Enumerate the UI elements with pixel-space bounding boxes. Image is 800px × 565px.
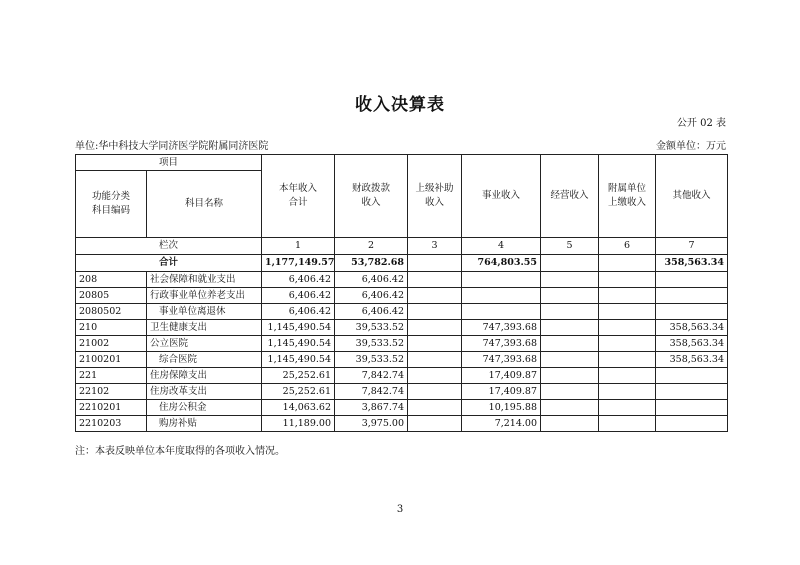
cell-other: 358,563.34: [656, 336, 728, 352]
cell-code: 2080502: [76, 304, 147, 320]
cell-operating: [541, 255, 599, 272]
cell-total: 25,252.61: [262, 384, 335, 400]
col-num: 3: [408, 238, 462, 255]
header-subject-name: 科目名称: [147, 171, 262, 238]
cell-name: 事业单位离退休: [147, 304, 262, 320]
table-row: [76, 352, 728, 368]
cell-name: 社会保障和就业支出: [147, 272, 262, 288]
cell-business: 747,393.68: [462, 352, 541, 368]
cell-affiliated: [599, 368, 656, 384]
cell-business: 17,409.87: [462, 384, 541, 400]
cell-name: 住房保障支出: [147, 368, 262, 384]
col-number-row: [76, 238, 728, 255]
cell-name: 卫生健康支出: [147, 320, 262, 336]
table-row: [76, 336, 728, 352]
cell-operating: [541, 416, 599, 432]
cell-business: 764,803.55: [462, 255, 541, 272]
table-row: [76, 400, 728, 416]
col-num: 2: [335, 238, 408, 255]
table-row: [76, 368, 728, 384]
col-num: 5: [541, 238, 599, 255]
table-row: [76, 384, 728, 400]
cell-upper: [408, 368, 462, 384]
cell-total: 14,063.62: [262, 400, 335, 416]
table-row: [76, 288, 728, 304]
cell-upper: [408, 304, 462, 320]
table-row: [76, 272, 728, 288]
cell-business: 17,409.87: [462, 368, 541, 384]
cell-other: 358,563.34: [656, 320, 728, 336]
cell-fiscal: 6,406.42: [335, 288, 408, 304]
cell-total: 11,189.00: [262, 416, 335, 432]
cell-fiscal: 6,406.42: [335, 304, 408, 320]
cell-affiliated: [599, 272, 656, 288]
cell-upper: [408, 416, 462, 432]
cell-upper: [408, 320, 462, 336]
page-title: 收入决算表: [355, 95, 445, 115]
cell-upper: [408, 384, 462, 400]
col-num: 1: [262, 238, 335, 255]
cell-code: 208: [76, 272, 147, 288]
cell-name: 行政事业单位养老支出: [147, 288, 262, 304]
cell-upper: [408, 400, 462, 416]
cell-operating: [541, 352, 599, 368]
cell-other: [656, 272, 728, 288]
cell-operating: [541, 336, 599, 352]
cell-affiliated: [599, 320, 656, 336]
reporting-unit: 单位:华中科技大学同济医学院附属同济医院: [75, 141, 269, 152]
cell-fiscal: 7,842.74: [335, 384, 408, 400]
header-operating: 经营收入: [541, 155, 599, 238]
cell-upper: [408, 336, 462, 352]
cell-other: 358,563.34: [656, 352, 728, 368]
cell-affiliated: [599, 384, 656, 400]
cell-business: [462, 272, 541, 288]
cell-other: [656, 368, 728, 384]
cell-total: 6,406.42: [262, 272, 335, 288]
cell-name: 综合医院: [147, 352, 262, 368]
cell-total: 6,406.42: [262, 288, 335, 304]
cell-code: 20805: [76, 288, 147, 304]
cell-operating: [541, 400, 599, 416]
cell-business: 747,393.68: [462, 336, 541, 352]
cell-operating: [541, 320, 599, 336]
cell-operating: [541, 288, 599, 304]
header-fiscal: 财政拨款 收入: [335, 155, 408, 238]
header-upper: 上级补助 收入: [408, 155, 462, 238]
cell-upper: [408, 272, 462, 288]
cell-affiliated: [599, 400, 656, 416]
cell-operating: [541, 368, 599, 384]
cell-total: 1,145,490.54: [262, 336, 335, 352]
cell-business: [462, 304, 541, 320]
cell-affiliated: [599, 336, 656, 352]
cell-fiscal: 3,975.00: [335, 416, 408, 432]
cell-other: 358,563.34: [656, 255, 728, 272]
cell-operating: [541, 304, 599, 320]
total-label: 合计: [76, 255, 262, 272]
cell-other: [656, 304, 728, 320]
cell-fiscal: 39,533.52: [335, 352, 408, 368]
cell-affiliated: [599, 288, 656, 304]
cell-fiscal: 6,406.42: [335, 272, 408, 288]
cell-total: 1,145,490.54: [262, 320, 335, 336]
cell-business: 7,214.00: [462, 416, 541, 432]
cell-code: 210: [76, 320, 147, 336]
col-num: 4: [462, 238, 541, 255]
cell-business: 747,393.68: [462, 320, 541, 336]
cell-name: 购房补贴: [147, 416, 262, 432]
cell-name: 住房公积金: [147, 400, 262, 416]
col-num: 6: [599, 238, 656, 255]
cell-fiscal: 7,842.74: [335, 368, 408, 384]
cell-operating: [541, 272, 599, 288]
cell-code: 2210203: [76, 416, 147, 432]
cell-code: 21002: [76, 336, 147, 352]
col-label: 栏次: [76, 238, 262, 255]
cell-code: 221: [76, 368, 147, 384]
page-number: 3: [396, 504, 404, 515]
header-other: 其他收入: [656, 155, 728, 238]
header-total: 本年收入 合计: [262, 155, 335, 238]
cell-other: [656, 384, 728, 400]
cell-business: [462, 288, 541, 304]
cell-total: 1,145,490.54: [262, 352, 335, 368]
cell-business: 10,195.88: [462, 400, 541, 416]
header-item: 项目: [76, 155, 262, 171]
cell-name: 公立医院: [147, 336, 262, 352]
cell-operating: [541, 384, 599, 400]
cell-code: 22102: [76, 384, 147, 400]
form-number: 公开 02 表: [676, 118, 726, 129]
col-num: 7: [656, 238, 728, 255]
header-func-code: 功能分类 科目编码: [76, 171, 147, 238]
cell-other: [656, 400, 728, 416]
cell-fiscal: 3,867.74: [335, 400, 408, 416]
table-row: [76, 304, 728, 320]
cell-affiliated: [599, 304, 656, 320]
money-unit: 金额单位：万元: [656, 141, 726, 152]
cell-fiscal: 53,782.68: [335, 255, 408, 272]
cell-name: 住房改革支出: [147, 384, 262, 400]
cell-fiscal: 39,533.52: [335, 336, 408, 352]
footnote: 注：本表反映单位本年度取得的各项收入情况。: [75, 446, 285, 457]
cell-fiscal: 39,533.52: [335, 320, 408, 336]
header-business: 事业收入: [462, 155, 541, 238]
cell-total: 6,406.42: [262, 304, 335, 320]
cell-total: 1,177,149.57: [262, 255, 335, 272]
header-affiliated: 附属单位 上缴收入: [599, 155, 656, 238]
cell-affiliated: [599, 352, 656, 368]
cell-code: 2210201: [76, 400, 147, 416]
cell-affiliated: [599, 255, 656, 272]
table-row: [76, 320, 728, 336]
cell-affiliated: [599, 416, 656, 432]
cell-code: 2100201: [76, 352, 147, 368]
cell-total: 25,252.61: [262, 368, 335, 384]
cell-upper: [408, 288, 462, 304]
table-row: [76, 416, 728, 432]
cell-other: [656, 416, 728, 432]
income-table: [75, 154, 728, 432]
total-row: [76, 255, 728, 272]
cell-other: [656, 288, 728, 304]
cell-upper: [408, 352, 462, 368]
cell-upper: [408, 255, 462, 272]
